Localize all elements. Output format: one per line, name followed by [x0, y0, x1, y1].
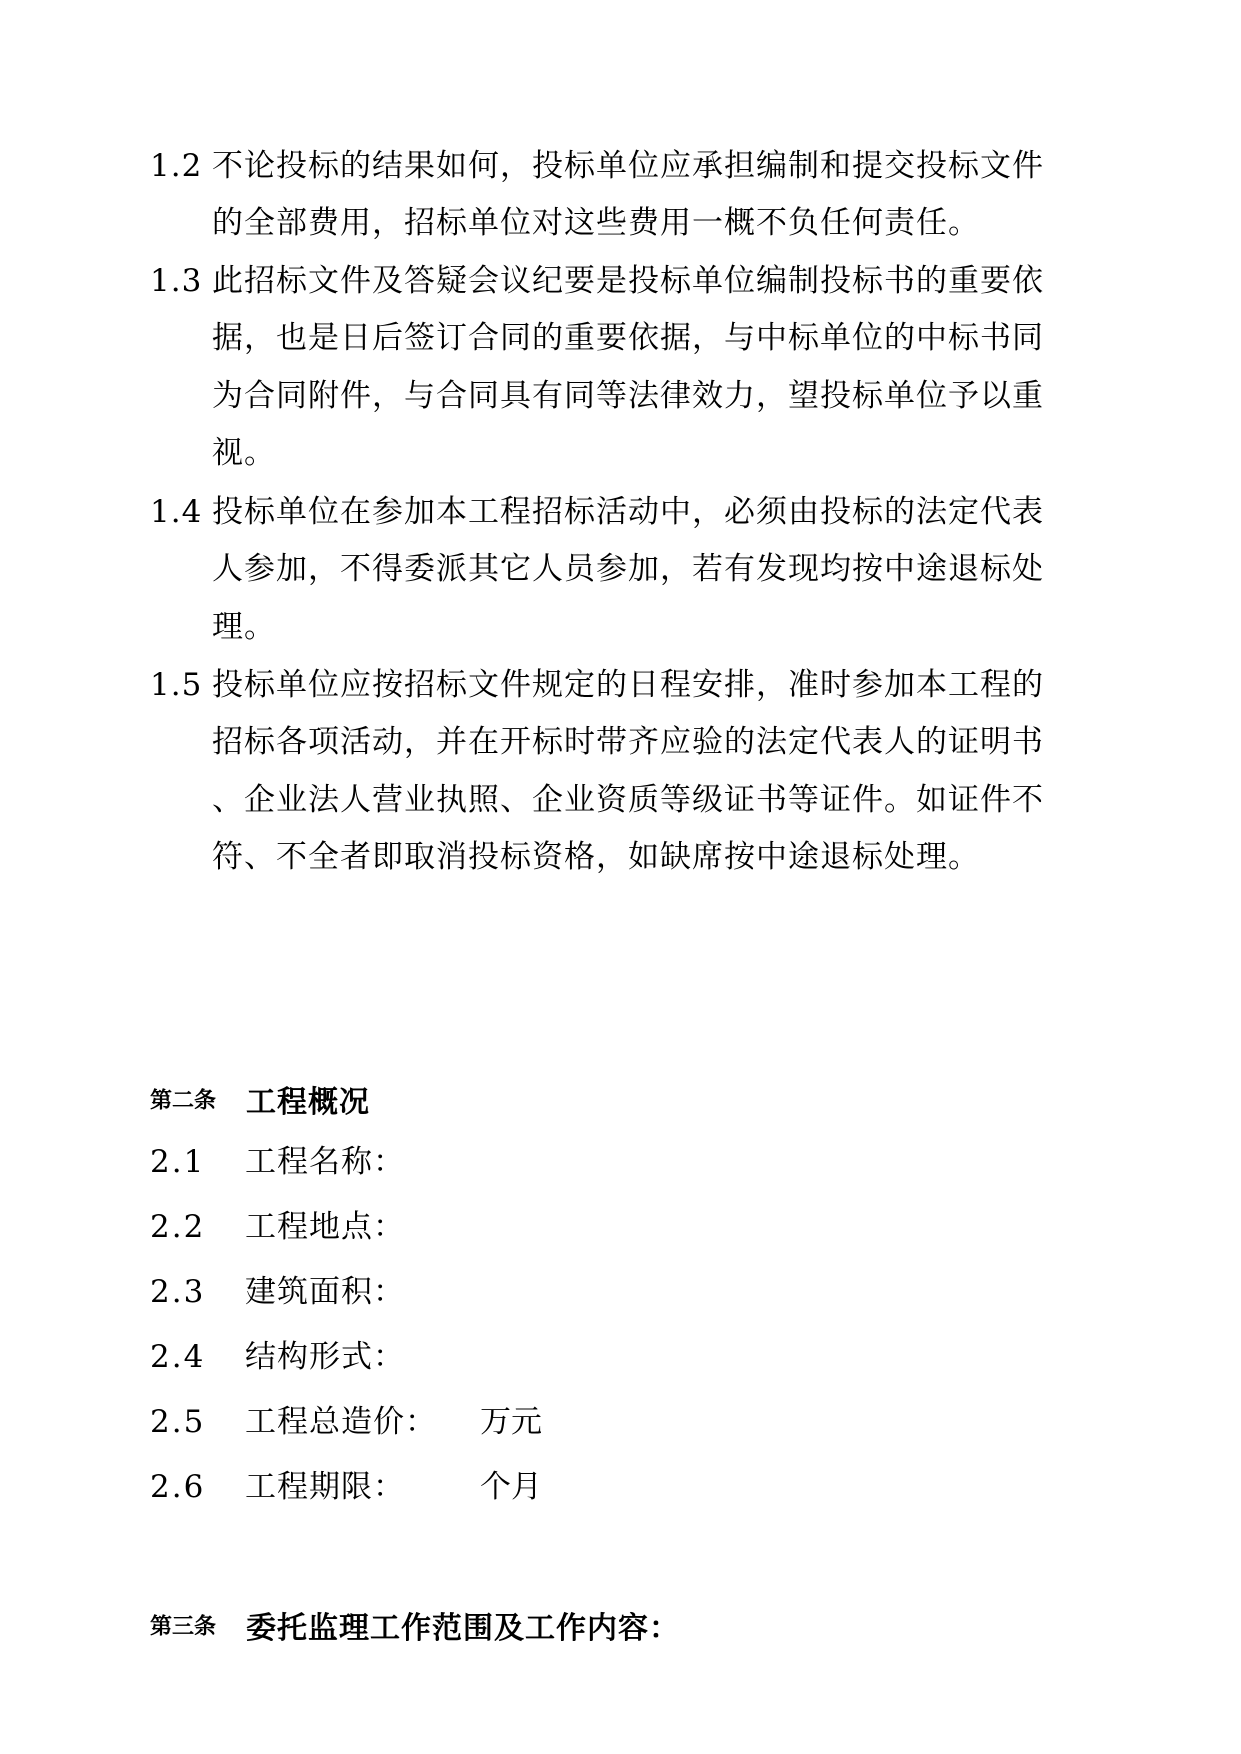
section-2-heading: [150, 1077, 370, 1121]
clause-line: 视。: [212, 435, 276, 471]
clause-line: 投标单位应按招标文件规定的日程安排，准时参加本工程的: [212, 667, 1044, 703]
clause-line: 不论投标的结果如何，投标单位应承担编制和提交投标文件: [212, 148, 1044, 184]
section-3-label: 第三条: [150, 1614, 217, 1640]
clause-number: 1.3: [150, 263, 203, 299]
field-number: 2.5: [150, 1404, 206, 1440]
clause-line: 符、不全者即取消投标资格，如缺席按中途退标处理。: [212, 839, 980, 875]
clause-line: 、企业法人营业执照、企业资质等级证书等证件。如证件不: [212, 782, 1044, 818]
field-unit: 万元: [480, 1404, 542, 1440]
clause-line: 的全部费用，招标单位对这些费用一概不负任何责任。: [212, 205, 980, 241]
field-label: 工程期限：: [245, 1469, 405, 1505]
field-unit: 个月: [480, 1469, 542, 1505]
section-2-label: 第二条: [150, 1088, 217, 1114]
field-label: 结构形式：: [245, 1339, 405, 1375]
section-3-title: 委托监理工作范围及工作内容：: [246, 1611, 681, 1646]
field-number: 2.4: [150, 1339, 206, 1375]
field-number: 2.3: [150, 1274, 206, 1310]
clause-line: 此招标文件及答疑会议纪要是投标单位编制投标书的重要依: [212, 263, 1044, 299]
clause-line: 人参加，不得委派其它人员参加，若有发现均按中途退标处: [212, 551, 1044, 587]
clause-line: 招标各项活动，并在开标时带齐应验的法定代表人的证明书: [212, 724, 1044, 760]
clause-line: 投标单位在参加本工程招标活动中，必须由投标的法定代表: [212, 494, 1044, 530]
field-label: 工程总造价：: [245, 1404, 437, 1440]
section-3-heading: [150, 1603, 680, 1647]
field-number: 2.6: [150, 1469, 206, 1505]
clause-number: 1.5: [150, 667, 203, 703]
clause-line: 为合同附件，与合同具有同等法律效力，望投标单位予以重: [212, 378, 1044, 414]
clause-line: 理。: [212, 609, 276, 645]
field-number: 2.1: [150, 1144, 206, 1180]
field-label: 工程名称：: [245, 1144, 405, 1180]
section-2-title: 工程概况: [246, 1085, 371, 1120]
clause-number: 1.4: [150, 494, 203, 530]
clause-line: 据，也是日后签订合同的重要依据，与中标单位的中标书同: [212, 320, 1044, 356]
field-number: 2.2: [150, 1209, 206, 1245]
clause-number: 1.2: [150, 148, 203, 184]
field-label: 建筑面积：: [245, 1274, 405, 1310]
field-label: 工程地点：: [245, 1209, 405, 1245]
